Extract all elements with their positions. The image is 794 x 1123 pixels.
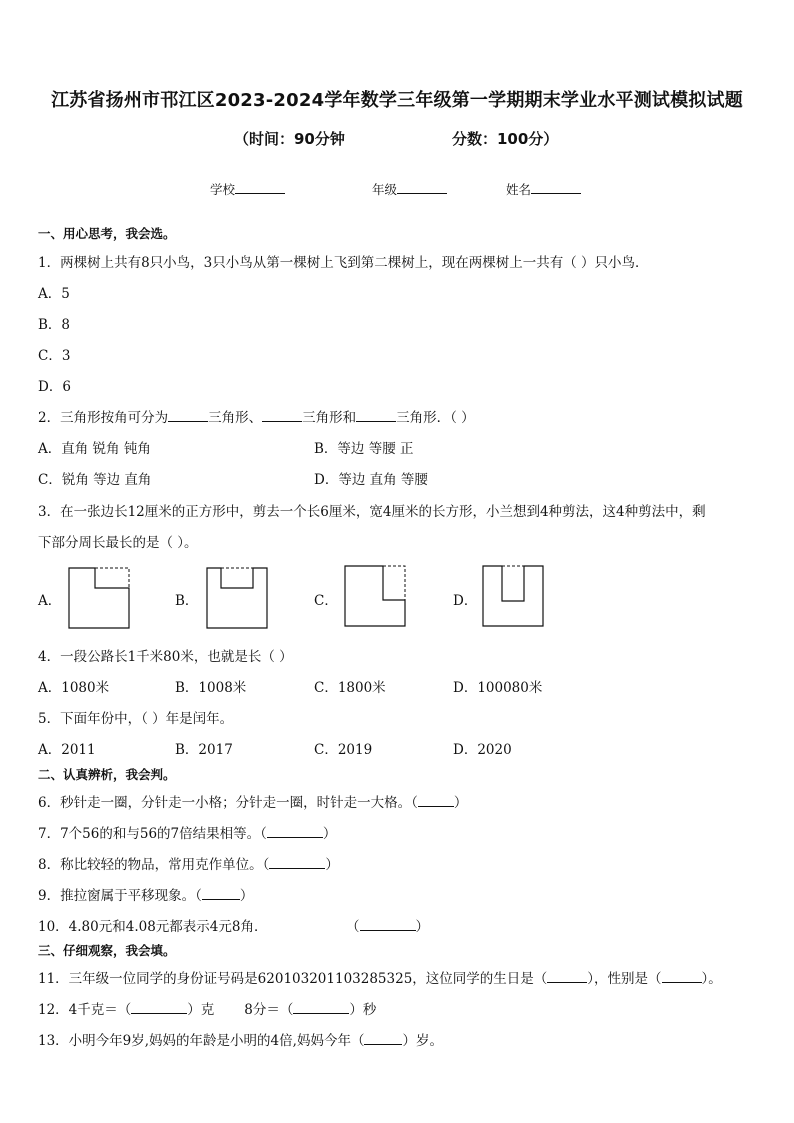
q10-answer-blank[interactable] [360,918,416,931]
q9-answer-blank[interactable] [202,887,240,900]
q9-text: 9．推拉窗属于平移现象。（ [38,888,202,904]
question-11 [38,967,722,987]
q12-text-1: 12．4千克＝（ [38,1002,132,1018]
q4-option-b[interactable]: B．1008米 [175,680,247,696]
grade-field [372,180,447,198]
q5-option-a[interactable]: A．2011 [38,742,96,758]
q13-text-1: 13．小明今年9岁,妈妈的年龄是小明的4倍,妈妈今年（ [38,1033,365,1049]
school-label: 学校 [210,182,236,197]
q4-option-c[interactable]: C．1800米 [314,680,386,696]
q12-blank-1[interactable] [131,1001,187,1014]
q2-text-2: 三角形、 [208,410,263,426]
q8-close: ） [325,857,339,873]
q11-text-1: 11．三年级一位同学的身份证号码是620103201103285325，这位同学的生日是（ [38,971,548,987]
q8-answer-blank[interactable] [269,856,325,869]
exam-score: 分数：100分） [452,130,559,148]
q7-text: 7．7个56的和与56的7倍结果相等。（ [38,826,267,842]
q9-close: ） [239,888,254,904]
q2-text-4: 三角形．（ ） [396,410,475,426]
q1-option-a[interactable]: A．5 [38,286,70,302]
q5-option-d[interactable]: D．2020 [453,742,512,758]
q2-option-b[interactable]: B．等边 等腰 正 [314,441,414,457]
page-title: 江苏省扬州市邗江区2023-2024学年数学三年级第一学期期末学业水平测试模拟试题 [51,90,743,111]
q2-option-a[interactable]: A．直角 锐角 钝角 [38,441,151,457]
question-9 [38,884,253,904]
q13-blank[interactable] [364,1032,402,1045]
question-13 [38,1029,443,1049]
q3-figure-c [344,565,408,627]
q11-text-3: ）。 [701,971,722,987]
question-10-answer [346,915,429,935]
question-6 [38,791,467,811]
question-1: 1．两棵树上共有8只小鸟，3只小鸟从第一棵树上飞到第二棵树上，现在两棵树上一共有（ ）只小鸟． [38,255,649,271]
question-5: 5．下面年份中，（ ）年是闰年。 [38,711,234,727]
q12-text-3: 8分＝（ [244,1002,294,1018]
section-heading-1: 一、用心思考，我会选。 [38,226,176,241]
q11-birthday-blank[interactable] [547,970,587,983]
q5-option-b[interactable]: B．2017 [175,742,233,758]
question-3-line-1: 3．在一张边长12厘米的正方形中，剪去一个长6厘米，宽4厘米的长方形，小兰想到4种剪法，这4种剪法中，剩 [38,504,706,520]
question-8 [38,853,339,873]
q2-blank-3[interactable] [356,409,396,422]
q3-figure-b [206,567,270,629]
q1-option-d[interactable]: D．6 [38,379,71,395]
q6-answer-blank[interactable] [418,794,454,807]
q2-text-1: 2．三角形按角可分为 [38,410,169,426]
q3-figure-a [68,567,132,629]
q2-option-c[interactable]: C．锐角 等边 直角 [38,472,152,488]
q3-option-c[interactable]: C． [314,593,338,609]
school-field [210,180,285,198]
q2-option-d[interactable]: D．等边 直角 等腰 [314,472,428,488]
q2-blank-1[interactable] [168,409,208,422]
q11-gender-blank[interactable] [662,970,702,983]
q10-close: ） [415,919,429,935]
q12-text-4: ）秒 [349,1002,377,1018]
exam-time: （时间：90分钟 [234,130,345,148]
q7-answer-blank[interactable] [267,825,323,838]
q3-option-d[interactable]: D． [453,593,478,609]
school-blank[interactable] [235,181,285,194]
question-12 [38,998,376,1018]
grade-label: 年级 [372,182,398,197]
q13-text-2: ）岁。 [402,1033,443,1049]
q11-text-2: ），性别是（ [587,971,662,987]
q10-text: 10．4.80元和4.08元都表示4元8角． [38,919,268,935]
grade-blank[interactable] [397,181,447,194]
name-blank[interactable] [531,181,581,194]
question-2 [38,406,475,426]
q3-option-b[interactable]: B． [175,593,199,609]
q4-option-a[interactable]: A．1080米 [38,680,110,696]
q3-option-a[interactable]: A． [38,593,62,609]
question-4: 4．一段公路长1千米80米，也就是长（ ） [38,649,293,665]
q10-open: （ [346,919,360,935]
q6-text: 6．秒针走一圈，分针走一小格；分针走一圈，时针走一大格。（ [38,795,418,811]
name-field [506,180,581,198]
q1-option-c[interactable]: C．3 [38,348,71,364]
q8-text: 8．称比较轻的物品，常用克作单位。（ [38,857,270,873]
q12-blank-2[interactable] [293,1001,349,1014]
q4-option-d[interactable]: D．100080米 [453,680,543,696]
q6-close: ） [453,795,468,811]
q3-figure-d [482,565,546,627]
question-7 [38,822,336,842]
q5-option-c[interactable]: C．2019 [314,742,373,758]
q2-blank-2[interactable] [262,409,302,422]
question-10 [38,915,267,935]
q1-option-b[interactable]: B．8 [38,317,71,333]
question-3-line-2: 下部分周长最长的是（ ）。 [38,535,198,551]
q2-text-3: 三角形和 [302,410,357,426]
section-heading-2: 二、认真辨析，我会判。 [38,767,176,782]
q7-close: ） [322,826,337,842]
section-heading-3: 三、仔细观察，我会填。 [38,943,176,958]
name-label: 姓名 [506,182,532,197]
q12-text-2: ）克 [187,1002,215,1018]
